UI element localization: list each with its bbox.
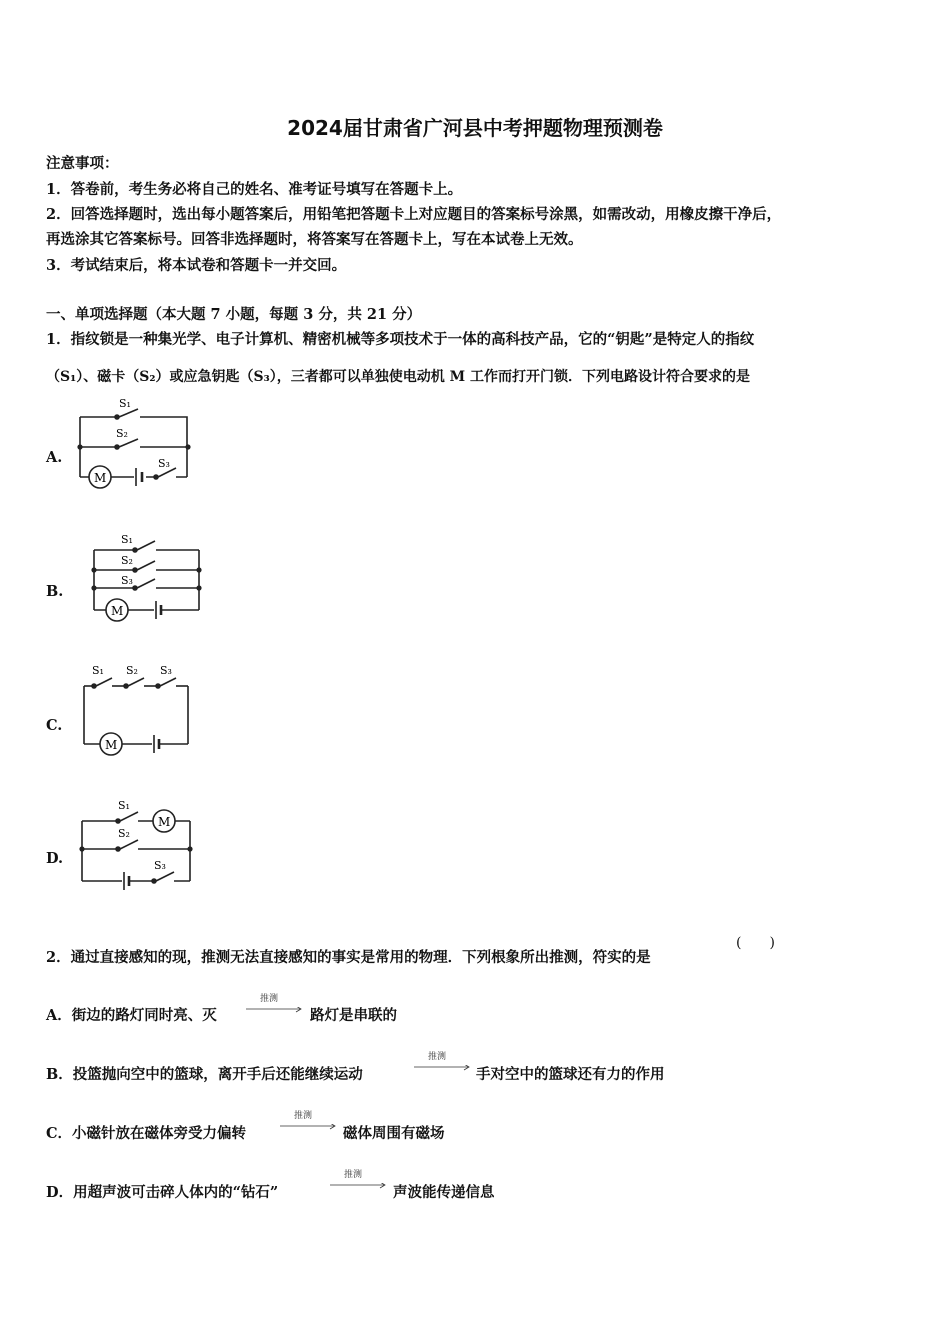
svg-text:M: M [105,738,118,752]
circuit-diagram-c [76,660,206,760]
svg-text:S₁: S₁ [121,533,133,546]
q2-option-d: D．用超声波可击碎人体内的“钻石” [46,1184,279,1201]
svg-text:S₃: S₃ [121,574,133,587]
svg-text:S₂: S₂ [121,554,133,567]
question-2-bracket: ( ) [736,935,775,951]
question-1-line1: 1．指纹锁是一种集光学、电子计算机、精密机械等多项技术于一体的高科技产品，它的“钥匙”是特定人的指纹 [46,331,755,348]
question-2-stem: 2．通过直接感知的现，推测无法直接感知的事实是常用的物理．下列根象所出推测，符实的是 [46,949,651,966]
q2-option-d-result: 声波能传递信息 [393,1184,495,1201]
q2-option-a-result: 路灯是串联的 [310,1007,397,1024]
svg-text:S₃: S₃ [154,859,166,872]
infer-arrow-d: 推测 [330,1180,386,1192]
infer-arrow-a: 推测 [246,1004,302,1016]
notice-heading: 注意事项： [46,155,119,172]
svg-text:M: M [111,604,124,618]
svg-text:S₂: S₂ [126,664,138,677]
q2-option-b-result: 手对空中的篮球还有力的作用 [476,1066,665,1083]
infer-arrow-b: 推测 [414,1062,470,1074]
infer-arrow-c: 推测 [280,1121,336,1133]
label-s1: S₁ [119,397,131,410]
question-1-line2: （S₁）、磁卡（S₂）或应急钥匙（S₃），三者都可以单独使电动机 M 工作而打开门锁．下列电路设计符合要求的是 [46,369,750,385]
svg-text:S₃: S₃ [160,664,172,677]
q2-option-c-result: 磁体周围有磁场 [343,1125,445,1142]
q2-option-c: C．小磁针放在磁体旁受力偏转 [46,1125,247,1142]
svg-text:S₁: S₁ [118,799,130,812]
label-m: M [94,471,107,485]
option-b-label: B. [46,583,64,600]
q2-option-b: B．投篮抛向空中的篮球，离开手后还能继续运动 [46,1066,363,1083]
label-s3: S₃ [158,457,170,470]
notice-item-2: 2．回答选择题时，选出每小题答案后，用铅笔把答题卡上对应题目的答案标号涂黑，如需改动，用橡皮擦干净后， [46,206,782,223]
svg-text:M: M [158,815,171,829]
notice-item-3: 3．考试结束后，将本试卷和答题卡一并交回。 [46,257,347,274]
option-d-label: D. [46,850,64,867]
option-a-label: A. [46,449,63,466]
option-c-label: C. [46,717,63,734]
circuit-diagram-a [72,395,222,495]
notice-item-2-cont: 再选涂其它答案标号。回答非选择题时，将答案写在答题卡上，写在本试卷上无效。 [46,231,583,248]
circuit-diagram-d [74,795,204,895]
svg-text:S₂: S₂ [118,827,130,840]
q2-option-a: A．街边的路灯同时亮、灭 [46,1007,217,1024]
label-s2: S₂ [116,427,128,440]
page-title: 2024届甘肃省广河县中考押题物理预测卷 [287,116,663,140]
svg-text:S₁: S₁ [92,664,104,677]
section-heading: 一、单项选择题（本大题 7 小题，每题 3 分，共 21 分） [46,306,422,323]
notice-item-1: 1．答卷前，考生务必将自己的姓名、准考证号填写在答题卡上。 [46,181,463,198]
circuit-diagram-b [86,530,216,630]
